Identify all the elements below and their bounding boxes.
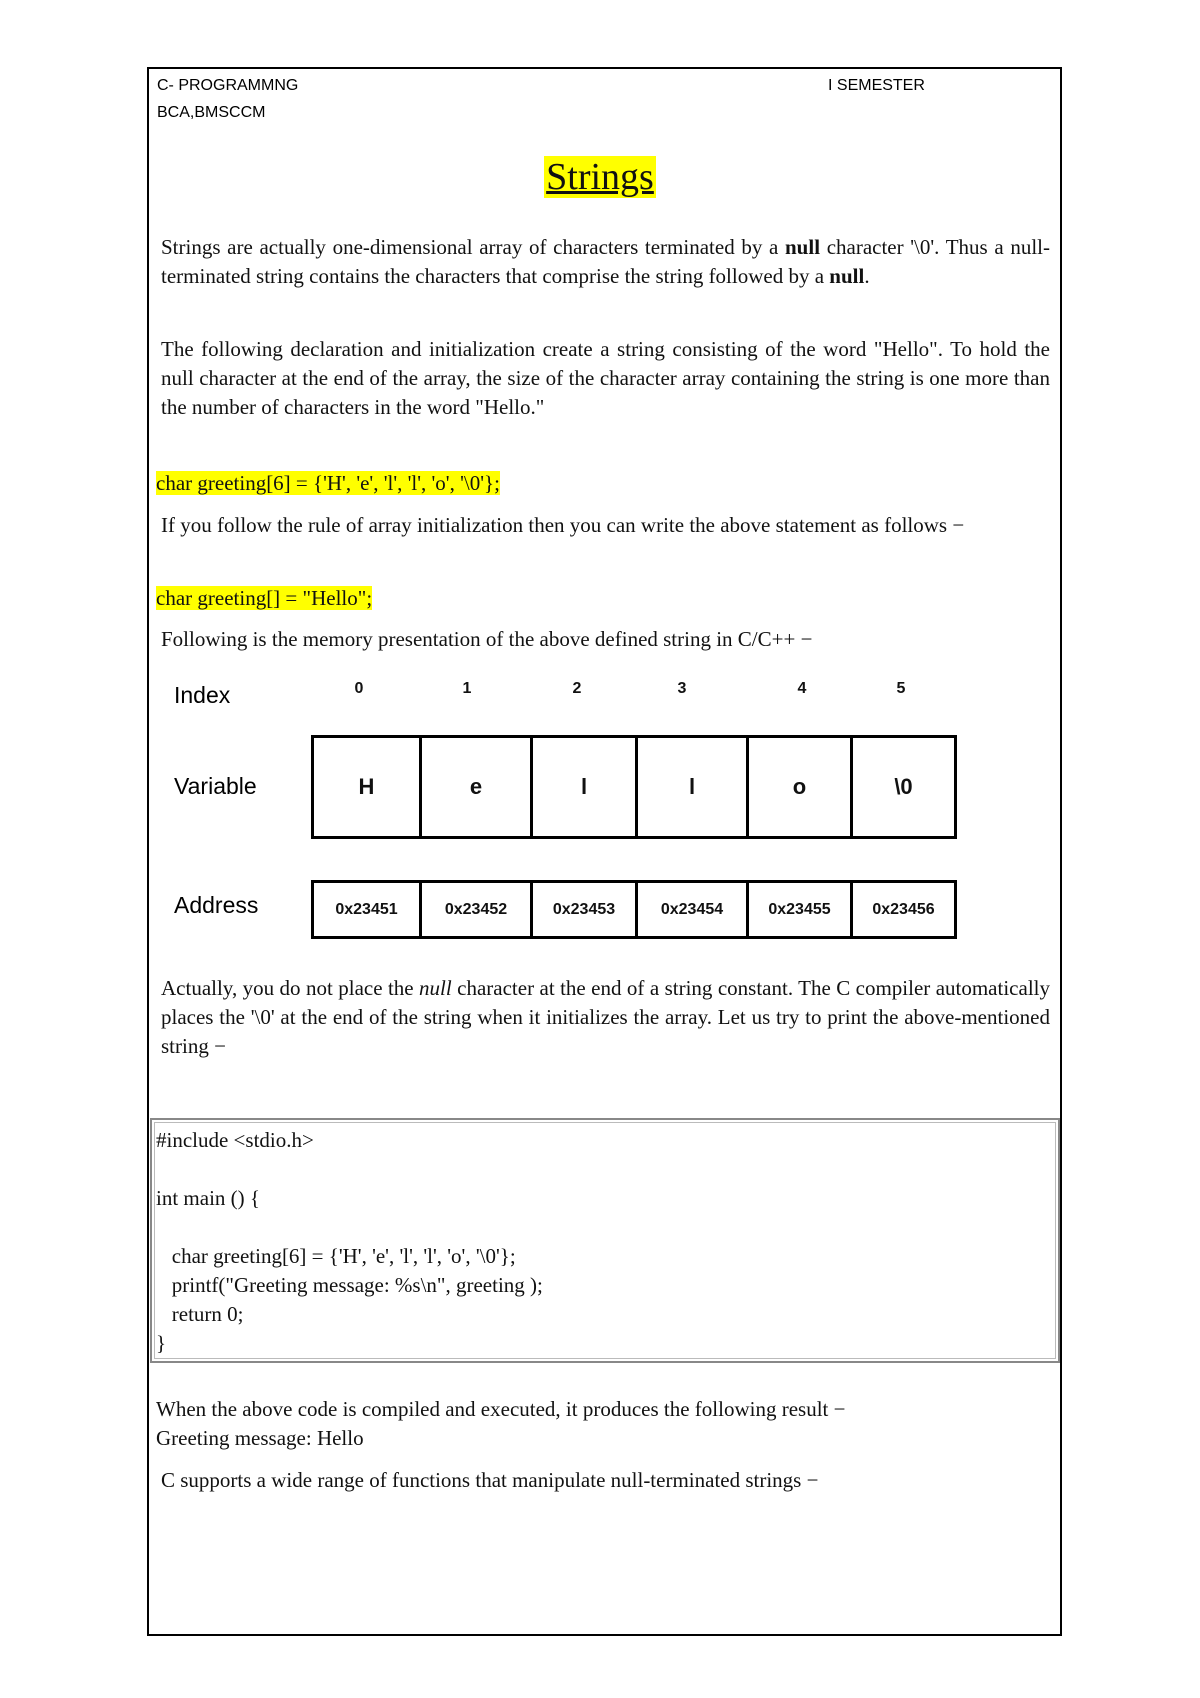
code-line-1: #include <stdio.h> [156,1128,314,1152]
address-cell-4: 0x23455 [749,883,853,936]
intro-paragraph-3: If you follow the rule of array initialization then you can write the above statement as follows − [161,513,965,537]
after-p5-text-b: character at the end of a string constant. The C compiler automatically places the '\0' at the end of the string when it initializes the array. Let us try to print the above-mentioned string − [161,976,1050,1058]
code-line-4: printf("Greeting message: %s\n", greeting ); [156,1273,543,1297]
intro-p1-text-c: . [864,264,870,288]
header-course: C- PROGRAMMNG [157,77,299,94]
code-line-5: return 0; [156,1302,244,1326]
intro-paragraph-2: The following declaration and initialization create a string consisting of the word "Hello". To hold the null character at the end of the array, the size of the character array containing the string is one more than the number of characters in the word "Hello." [161,337,1050,419]
diagram-index-2: 2 [572,680,582,697]
result-intro: When the above code is compiled and executed, it produces the following result − [156,1397,846,1421]
variable-cell-3: l [638,738,749,836]
address-cell-2: 0x23453 [533,883,638,936]
page-title [0,154,1200,200]
address-cell-5: 0x23456 [872,900,935,918]
variable-cell-1: e [422,738,533,836]
diagram-variable-row [311,735,957,839]
intro-paragraph-4: Following is the memory presentation of the above defined string in C/C++ − [161,627,813,651]
after-p5-text-a: Actually, you do not place the [161,976,420,1000]
code-line-2: int main () { [156,1186,260,1210]
address-cell-3: 0x23454 [638,883,749,936]
code-snippet-literal [156,584,372,613]
intro-p1-text-a: Strings are actually one-dimensional array of characters terminated by a [161,235,785,259]
after-p5-null: null [419,976,452,1000]
diagram-index-3: 3 [677,680,687,697]
header-semester: I SEMESTER [828,77,925,94]
diagram-index-1: 1 [462,680,472,697]
diagram-address-row [311,880,957,939]
diagram-index-label: Index [174,682,231,708]
after-paragraph [161,974,1050,1061]
code-snippet-literal-text: char greeting[] = "Hello"; [156,586,373,610]
intro-p1-null-2: null [829,264,865,288]
diagram-address-label: Address [174,892,259,918]
diagram-index-4: 4 [797,680,807,697]
result-closing: C supports a wide range of functions that manipulate null-terminated strings − [161,1468,819,1492]
code-line-3: char greeting[6] = {'H', 'e', 'l', 'l', 'o', '\0'}; [156,1244,516,1268]
variable-cell-0: H [314,738,422,836]
code-snippet-array [156,469,500,498]
page-title-text: Strings [546,156,654,198]
code-line-6: } [156,1331,167,1355]
intro-p1-text-b: character '\0'. Thus a null-terminated string contains the characters that comprise the string followed by a [161,235,1050,288]
address-cell-1: 0x23452 [422,883,533,936]
diagram-variable-label: Variable [174,773,257,799]
variable-cell-5: \0 [894,774,913,799]
code-block [150,1118,1060,1363]
code-snippet-array-text: char greeting[6] = {'H', 'e', 'l', 'l', 'o', '\0'}; [156,471,500,495]
intro-paragraph-1 [161,233,1050,291]
diagram-index-5: 5 [896,680,906,697]
header-programs: BCA,BMSCCM [157,104,266,121]
variable-cell-2: l [533,738,638,836]
diagram-index-0: 0 [354,680,364,697]
variable-cell-4: o [749,738,853,836]
result-output: Greeting message: Hello [156,1426,364,1450]
address-cell-0: 0x23451 [314,883,422,936]
intro-p1-null-1: null [785,235,821,259]
